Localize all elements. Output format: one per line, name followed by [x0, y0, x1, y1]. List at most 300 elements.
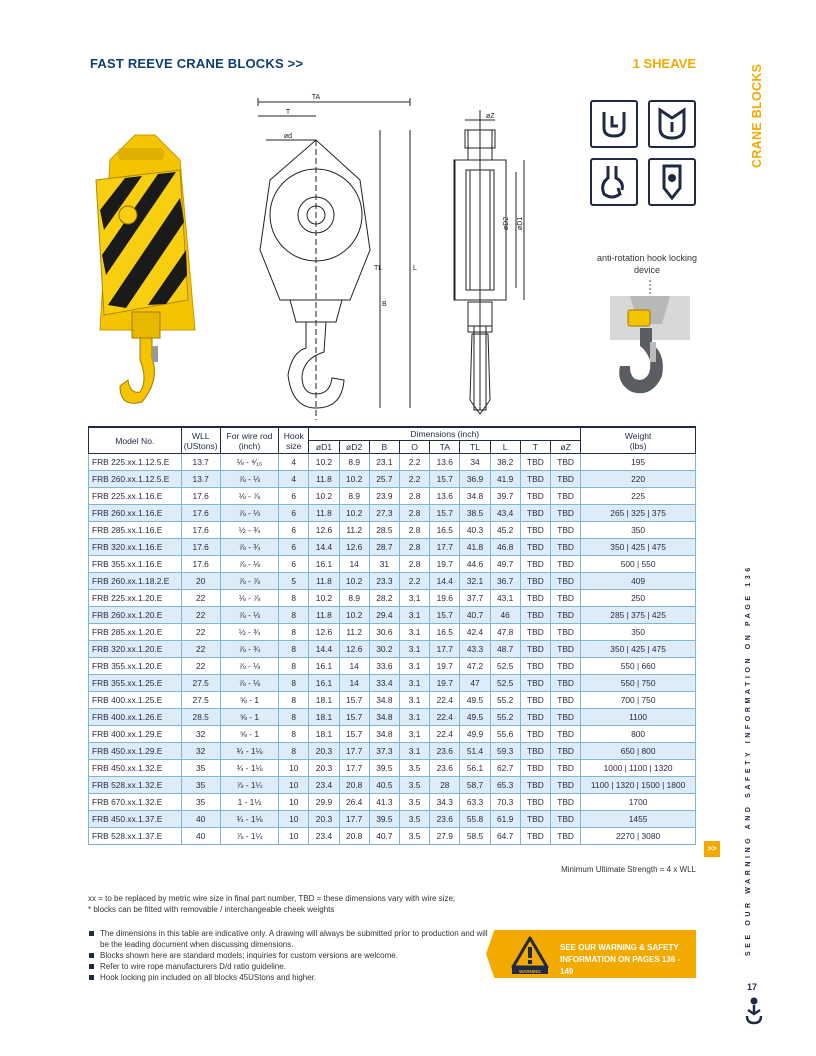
table-row	[89, 488, 696, 505]
warning-text: SEE OUR WARNING & SAFETY INFORMATION ON PAGES 136 - 149	[560, 943, 681, 976]
table-cell: 28.5	[181, 709, 220, 726]
table-cell: 34.8	[369, 709, 399, 726]
table-cell: ¾ - 1⅛	[220, 811, 278, 828]
col-model: Model No.	[89, 427, 182, 454]
table-row	[89, 471, 696, 488]
side-warning-note: SEE OUR WARNING AND SAFETY INFORMATION ON PAGE 136	[745, 564, 752, 956]
dim-col-header: B	[369, 441, 399, 454]
table-cell: 1 - 1½	[220, 794, 278, 811]
table-cell: ⅛ - ⅞	[220, 590, 278, 607]
table-cell: 20	[181, 573, 220, 590]
table-cell: 17.6	[181, 539, 220, 556]
table-cell: ⅞ - ¾	[220, 539, 278, 556]
table-cell: 11.8	[309, 471, 339, 488]
bullet-item: The dimensions in this table are indicative only. A drawing will always be submitted prior to production and will be the leading document when discussing dimensions.	[88, 928, 488, 950]
dim-col-header: øD2	[339, 441, 369, 454]
dim-label-t: T	[285, 109, 291, 116]
table-cell: 36.9	[460, 471, 490, 488]
table-cell: TBD	[550, 760, 580, 777]
table-cell: 43.4	[490, 505, 520, 522]
table-cell: 6	[279, 539, 309, 556]
table-cell: 43.1	[490, 590, 520, 607]
table-cell: TBD	[550, 522, 580, 539]
table-cell: 18.1	[309, 692, 339, 709]
table-cell: 64.7	[490, 828, 520, 845]
table-cell: 500 | 550	[581, 556, 696, 573]
table-cell: ⅝ - 1	[220, 709, 278, 726]
table-cell: 40.5	[369, 777, 399, 794]
page-title: FAST REEVE CRANE BLOCKS >>	[90, 56, 304, 71]
table-row	[89, 556, 696, 573]
table-cell: TBD	[520, 607, 550, 624]
table-cell: 22	[181, 607, 220, 624]
table-cell: 3.1	[399, 709, 429, 726]
table-cell: 49.7	[490, 556, 520, 573]
table-cell: FRB 528.xx.1.37.E	[89, 828, 182, 845]
table-cell: 3.5	[399, 794, 429, 811]
side-arrow: >>	[704, 841, 720, 857]
table-cell: 2270 | 3080	[581, 828, 696, 845]
table-cell: 40.7	[369, 828, 399, 845]
footnote-line: * blocks can be fitted with removable / interchangeable cheek weights	[88, 905, 335, 914]
table-cell: 31	[369, 556, 399, 573]
table-cell: 61.9	[490, 811, 520, 828]
table-cell: 29.9	[309, 794, 339, 811]
bullet-item: Hook locking pin included on all blocks 45UStons and higher.	[88, 972, 488, 983]
table-cell: 44.6	[460, 556, 490, 573]
specifications-body	[89, 454, 696, 845]
table-cell: 23.4	[309, 828, 339, 845]
table-cell: TBD	[550, 539, 580, 556]
dim-label-oz: øZ	[486, 113, 495, 120]
table-cell: 41.9	[490, 471, 520, 488]
table-cell: 250	[581, 590, 696, 607]
table-cell: 48.7	[490, 641, 520, 658]
table-cell: 32	[181, 743, 220, 760]
table-row	[89, 573, 696, 590]
table-cell: TBD	[520, 505, 550, 522]
table-cell: TBD	[550, 624, 580, 641]
table-row	[89, 624, 696, 641]
table-cell: TBD	[520, 760, 550, 777]
table-cell: 35	[181, 777, 220, 794]
table-cell: TBD	[520, 590, 550, 607]
table-cell: 3.1	[399, 675, 429, 692]
table-cell: 16.1	[309, 556, 339, 573]
table-cell: 46.8	[490, 539, 520, 556]
table-cell: 3.5	[399, 828, 429, 845]
table-cell: FRB 400.xx.1.25.E	[89, 692, 182, 709]
table-cell: FRB 225.xx.1.12.5.E	[89, 454, 182, 471]
table-cell: 59.3	[490, 743, 520, 760]
table-cell: 265 | 325 | 375	[581, 505, 696, 522]
table-cell: 650 | 800	[581, 743, 696, 760]
table-cell: 55.8	[460, 811, 490, 828]
table-cell: TBD	[550, 607, 580, 624]
table-cell: 37.3	[369, 743, 399, 760]
table-cell: 34	[460, 454, 490, 471]
table-row	[89, 828, 696, 845]
table-cell: 40	[181, 811, 220, 828]
table-cell: 14.4	[309, 539, 339, 556]
table-cell: 18.1	[309, 726, 339, 743]
dim-col-header: øZ	[550, 441, 580, 454]
table-cell: 34.8	[369, 726, 399, 743]
table-cell: 8	[279, 641, 309, 658]
table-cell: TBD	[550, 709, 580, 726]
table-row	[89, 505, 696, 522]
table-cell: 14	[339, 658, 369, 675]
table-cell: 25.7	[369, 471, 399, 488]
table-cell: 22.4	[430, 726, 460, 743]
table-cell: 10.2	[309, 590, 339, 607]
min-strength-note: Minimum Ultimate Strength = 4 x WLL	[561, 865, 696, 874]
table-cell: 37.7	[460, 590, 490, 607]
table-cell: 49.5	[460, 692, 490, 709]
table-cell: 11.8	[309, 573, 339, 590]
table-cell: 17.7	[430, 641, 460, 658]
table-cell: 55.2	[490, 709, 520, 726]
table-cell: 8	[279, 658, 309, 675]
dim-label-ta: TA	[311, 94, 321, 101]
table-cell: TBD	[520, 624, 550, 641]
table-cell: 550 | 750	[581, 675, 696, 692]
table-cell: 8	[279, 692, 309, 709]
table-cell: 550 | 660	[581, 658, 696, 675]
table-cell: FRB 225.xx.1.20.E	[89, 590, 182, 607]
table-cell: 6	[279, 488, 309, 505]
table-cell: 17.7	[339, 743, 369, 760]
table-cell: 10.2	[339, 573, 369, 590]
table-row	[89, 777, 696, 794]
table-cell: 700 | 750	[581, 692, 696, 709]
table-cell: 46	[490, 607, 520, 624]
feature-icons	[590, 100, 700, 210]
table-cell: 20.3	[309, 743, 339, 760]
table-row	[89, 454, 696, 471]
table-row	[89, 743, 696, 760]
dim-label-od: ød	[283, 133, 293, 140]
table-cell: ⅞ - ⅓	[220, 471, 278, 488]
table-cell: 409	[581, 573, 696, 590]
table-cell: 800	[581, 726, 696, 743]
locking-device-icon	[648, 158, 696, 206]
table-cell: 16.5	[430, 522, 460, 539]
table-cell: 15.7	[339, 709, 369, 726]
table-cell: 13.6	[430, 454, 460, 471]
company-logo-icon	[744, 996, 764, 1026]
table-cell: ¾ - 1⅛	[220, 743, 278, 760]
table-cell: 13.7	[181, 471, 220, 488]
table-cell: 15.7	[430, 607, 460, 624]
bullet-item: Blocks shown here are standard models; inquiries for custom versions are welcome.	[88, 950, 488, 961]
dim-label-l: L	[413, 265, 417, 272]
table-cell: 27.5	[181, 692, 220, 709]
table-cell: FRB 670.xx.1.32.E	[89, 794, 182, 811]
table-cell: 15.7	[339, 726, 369, 743]
table-cell: 27.5	[181, 675, 220, 692]
table-cell: 19.6	[430, 590, 460, 607]
table-cell: 17.7	[430, 539, 460, 556]
table-cell: 6	[279, 505, 309, 522]
table-cell: 6	[279, 556, 309, 573]
table-cell: FRB 528.xx.1.32.E	[89, 777, 182, 794]
table-cell: 2.2	[399, 573, 429, 590]
table-cell: 28.5	[369, 522, 399, 539]
table-cell: 12.6	[339, 641, 369, 658]
table-cell: TBD	[550, 454, 580, 471]
table-cell: TBD	[550, 488, 580, 505]
table-cell: 62.7	[490, 760, 520, 777]
table-cell: FRB 400.xx.1.29.E	[89, 726, 182, 743]
table-cell: 2.8	[399, 539, 429, 556]
table-cell: 70.3	[490, 794, 520, 811]
table-cell: FRB 450.xx.1.29.E	[89, 743, 182, 760]
table-cell: 350 | 425 | 475	[581, 539, 696, 556]
table-cell: ⅞ - ⅛	[220, 556, 278, 573]
table-cell: FRB 260.xx.1.16.E	[89, 505, 182, 522]
table-cell: FRB 355.xx.1.25.E	[89, 675, 182, 692]
table-cell: TBD	[520, 454, 550, 471]
table-cell: 30.2	[369, 641, 399, 658]
dim-col-header: TA	[430, 441, 460, 454]
table-cell: 12.6	[309, 624, 339, 641]
table-cell: 2.8	[399, 556, 429, 573]
hook-lock-icon	[590, 158, 638, 206]
table-cell: 63.3	[460, 794, 490, 811]
col-dimensions: Dimensions (inch)	[309, 427, 581, 441]
table-cell: 350 | 425 | 475	[581, 641, 696, 658]
table-cell: 8.9	[339, 488, 369, 505]
table-cell: 17.7	[339, 811, 369, 828]
table-cell: TBD	[520, 709, 550, 726]
table-row	[89, 658, 696, 675]
table-row	[89, 641, 696, 658]
table-cell: 65.3	[490, 777, 520, 794]
table-cell: 52.5	[490, 675, 520, 692]
table-cell: 55.2	[490, 692, 520, 709]
table-cell: 14	[339, 675, 369, 692]
table-cell: 8.9	[339, 590, 369, 607]
table-cell: 20.3	[309, 811, 339, 828]
specifications-table	[88, 426, 696, 845]
table-cell: TBD	[550, 726, 580, 743]
table-cell: 15.7	[430, 471, 460, 488]
table-cell: TBD	[520, 828, 550, 845]
table-cell: 3.1	[399, 658, 429, 675]
col-weight: Weight (lbs)	[581, 427, 696, 454]
table-cell: 10.2	[309, 488, 339, 505]
table-cell: 49.9	[460, 726, 490, 743]
table-cell: TBD	[520, 692, 550, 709]
table-row	[89, 539, 696, 556]
anti-rotation-caption: anti-rotation hook locking device	[596, 253, 698, 275]
table-cell: TBD	[520, 573, 550, 590]
table-cell: 14.4	[430, 573, 460, 590]
table-cell: ⅞ - ⅛	[220, 675, 278, 692]
table-cell: TBD	[520, 539, 550, 556]
col-hook: Hook size	[279, 427, 309, 454]
table-cell: 8	[279, 624, 309, 641]
table-cell: 41.8	[460, 539, 490, 556]
table-cell: ⅝ - 1	[220, 726, 278, 743]
table-cell: 10.2	[339, 505, 369, 522]
table-cell: 23.6	[430, 811, 460, 828]
table-cell: TBD	[550, 675, 580, 692]
table-cell: 17.6	[181, 505, 220, 522]
table-cell: 10	[279, 760, 309, 777]
table-cell: 6	[279, 522, 309, 539]
table-cell: ⅛ - ⁹⁄₁₆	[220, 454, 278, 471]
table-cell: ⅞ - ⅓	[220, 505, 278, 522]
table-cell: 2.8	[399, 488, 429, 505]
table-cell: TBD	[520, 743, 550, 760]
table-cell: FRB 355.xx.1.16.E	[89, 556, 182, 573]
table-cell: 8.9	[339, 454, 369, 471]
dim-label-b: B	[382, 301, 387, 308]
dim-col-header: L	[490, 441, 520, 454]
table-cell: 11.2	[339, 624, 369, 641]
table-cell: 17.7	[339, 760, 369, 777]
table-cell: ⅛ - ⅞	[220, 488, 278, 505]
table-row	[89, 811, 696, 828]
table-cell: 14.4	[309, 641, 339, 658]
table-cell: 27.3	[369, 505, 399, 522]
table-cell: 14	[339, 556, 369, 573]
table-cell: 2.8	[399, 522, 429, 539]
table-cell: FRB 450.xx.1.32.E	[89, 760, 182, 777]
table-cell: FRB 450.xx.1.37.E	[89, 811, 182, 828]
dim-col-header: O	[399, 441, 429, 454]
table-cell: 10	[279, 811, 309, 828]
warning-triangle-icon	[510, 935, 550, 975]
table-cell: 29.4	[369, 607, 399, 624]
side-view-detail	[440, 110, 530, 420]
table-cell: 12.6	[339, 539, 369, 556]
table-cell: TBD	[520, 641, 550, 658]
table-cell: 11.2	[339, 522, 369, 539]
sheave-label: 1 SHEAVE	[632, 56, 696, 71]
table-cell: 40.3	[460, 522, 490, 539]
table-cell: 35	[181, 794, 220, 811]
table-cell: FRB 260.xx.1.20.E	[89, 607, 182, 624]
table-cell: 10	[279, 794, 309, 811]
table-cell: 28.2	[369, 590, 399, 607]
table-cell: FRB 355.xx.1.20.E	[89, 658, 182, 675]
table-cell: TBD	[520, 726, 550, 743]
table-cell: 23.6	[430, 743, 460, 760]
table-cell: 40.7	[460, 607, 490, 624]
table-cell: 23.1	[369, 454, 399, 471]
table-cell: 1455	[581, 811, 696, 828]
dim-label-tl: TL	[374, 265, 383, 272]
table-cell: 8	[279, 709, 309, 726]
table-cell: TBD	[550, 692, 580, 709]
table-cell: TBD	[550, 743, 580, 760]
table-cell: TBD	[520, 658, 550, 675]
table-cell: TBD	[520, 471, 550, 488]
table-cell: 18.1	[309, 709, 339, 726]
col-wll: WLL (UStons)	[181, 427, 220, 454]
table-cell: 47	[460, 675, 490, 692]
table-cell: TBD	[520, 556, 550, 573]
table-cell: 40	[181, 828, 220, 845]
table-cell: TBD	[550, 828, 580, 845]
table-cell: 10.2	[339, 471, 369, 488]
table-cell: 28.7	[369, 539, 399, 556]
anti-rotation-hook-photo	[606, 280, 694, 410]
table-row	[89, 692, 696, 709]
hook-block-keeper-icon	[648, 100, 696, 148]
table-cell: FRB 400.xx.1.26.E	[89, 709, 182, 726]
table-cell: TBD	[550, 777, 580, 794]
table-cell: 3.1	[399, 692, 429, 709]
table-cell: 16.1	[309, 675, 339, 692]
table-cell: ⅞ - ¾	[220, 641, 278, 658]
table-cell: 3.1	[399, 607, 429, 624]
table-cell: TBD	[550, 471, 580, 488]
table-cell: 15.7	[430, 505, 460, 522]
table-cell: 20.8	[339, 777, 369, 794]
dim-col-header: T	[520, 441, 550, 454]
table-cell: 3.5	[399, 811, 429, 828]
table-cell: TBD	[550, 658, 580, 675]
table-cell: 1000 | 1100 | 1320	[581, 760, 696, 777]
table-cell: 52.5	[490, 658, 520, 675]
table-cell: 19.7	[430, 675, 460, 692]
table-cell: 55.6	[490, 726, 520, 743]
table-cell: 51.4	[460, 743, 490, 760]
table-cell: FRB 320.xx.1.20.E	[89, 641, 182, 658]
table-cell: TBD	[550, 794, 580, 811]
table-cell: 22	[181, 658, 220, 675]
crane-block-photo	[96, 135, 195, 403]
table-cell: 38.5	[460, 505, 490, 522]
table-cell: ½ - ¾	[220, 522, 278, 539]
table-cell: 22	[181, 624, 220, 641]
table-cell: 23.9	[369, 488, 399, 505]
table-cell: TBD	[550, 573, 580, 590]
table-cell: FRB 260.xx.1.12.5.E	[89, 471, 182, 488]
table-cell: 8	[279, 675, 309, 692]
table-cell: 45.2	[490, 522, 520, 539]
front-view-drawing	[258, 98, 410, 420]
dim-label-od1: øD1	[517, 216, 524, 230]
table-cell: 2.2	[399, 454, 429, 471]
table-cell: TBD	[520, 675, 550, 692]
table-cell: FRB 225.xx.1.16.E	[89, 488, 182, 505]
table-cell: TBD	[520, 522, 550, 539]
table-cell: ⅞ - 1¼	[220, 777, 278, 794]
side-section-title: CRANE BLOCKS	[750, 63, 764, 168]
table-cell: TBD	[520, 488, 550, 505]
table-cell: 39.5	[369, 811, 399, 828]
table-cell: 10.2	[309, 454, 339, 471]
table-cell: 11.8	[309, 607, 339, 624]
table-cell: 27.9	[430, 828, 460, 845]
table-cell: 38.2	[490, 454, 520, 471]
table-row	[89, 726, 696, 743]
table-cell: 17.6	[181, 556, 220, 573]
table-cell: 47.2	[460, 658, 490, 675]
table-cell: 1100	[581, 709, 696, 726]
dim-col-header: TL	[460, 441, 490, 454]
table-cell: 4	[279, 471, 309, 488]
table-cell: 10.2	[339, 607, 369, 624]
table-row	[89, 607, 696, 624]
table-cell: 3.1	[399, 590, 429, 607]
table-cell: 39.7	[490, 488, 520, 505]
